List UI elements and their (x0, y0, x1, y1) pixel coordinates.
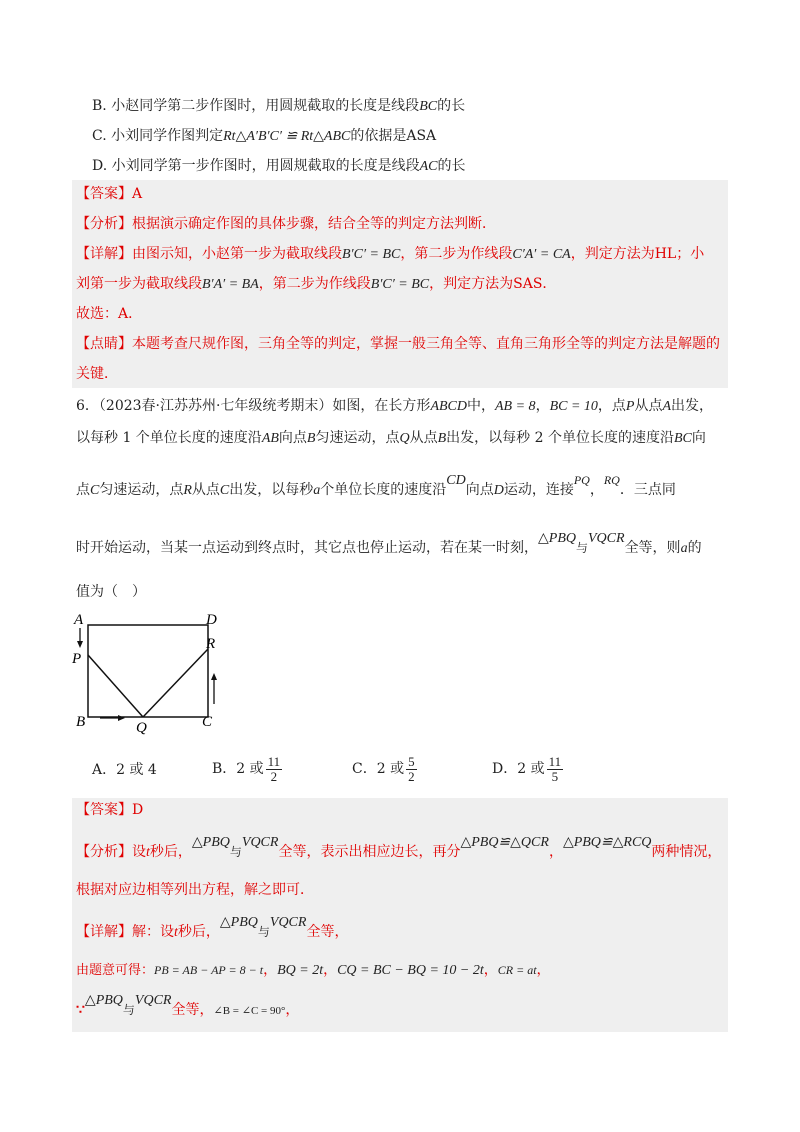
q6-option-b: B．2 或 $\frac{11}{2}$ (212, 753, 281, 784)
option-d-prev: D. 小刘同学第一步作图时，用圆规截取的长度是线段AC的长 (92, 158, 466, 174)
rectangle-abcd (88, 625, 208, 717)
solution6-since: ∵△PBQ与VQCR全等，∠B = ∠C = 90°， (76, 993, 300, 1018)
label-q: Q (136, 720, 147, 736)
solution5-detail-line2: 刘第一步为截取线段B′A′ = BA，第二步为作线段B′C′ = BC，判定方法为SAS． (76, 276, 557, 292)
solution6-analysis-line2: 根据对应边相等列出方程，解之即可． (76, 882, 314, 898)
q6-option-d: D．2 或 $\frac{11}{5}$ (492, 753, 562, 784)
rectangle-diagram (70, 608, 230, 736)
label-d: D (206, 612, 217, 628)
solution5-comment: 【点睛】本题考查尺规作图，三角全等的判定，掌握一般三角全等、直角三角形全等的判定方法是解题的 (76, 336, 720, 352)
q6-line3: 点C匀速运动，点R从点C出发，以每秒a个单位长度的速度沿CD向点D运动，连接PQ，RQ．三点同 (76, 473, 676, 498)
solution6-analysis: 【分析】设t秒后，△PBQ与VQCR全等，表示出相应边长，再分△PBQ≌△QCR，△PBQ≌△RCQ两种情况， (76, 835, 722, 860)
label-b: B (76, 714, 86, 730)
arrowhead-up-icon (211, 673, 217, 680)
solution6-equations: 由题意可得：PB = AB − AP = 8 − t，BQ = 2t，CQ = BC − BQ = 10 − 2t，CR = at， (76, 962, 551, 978)
label-c: C (202, 714, 213, 730)
solution5-answer: 【答案】A (76, 186, 143, 202)
arrowhead-down-icon (77, 641, 83, 648)
segment-rq (143, 649, 208, 717)
option-c-prev: C. 小刘同学作图判定Rt△A′B′C′ ≌ Rt△ABC的依据是ASA (92, 128, 437, 144)
label-r: R (206, 636, 216, 652)
option-b-prev: B. 小赵同学第二步作图时，用圆规截取的长度是线段BC的长 (92, 98, 466, 114)
arrowhead-right-icon (118, 715, 125, 721)
label-p: P (72, 651, 82, 667)
solution5-detail-line1: 【详解】由图示知，小赵第一步为截取线段B′C′ = BC，第二步为作线段C′A′ = CA，判定方法为HL；小 (76, 246, 705, 262)
q6-option-a: A．2 或 4 (92, 762, 157, 778)
q6-line5: 值为（ ） (76, 584, 146, 600)
q6-option-c: C．2 或 $\frac{5}{2}$ (352, 753, 415, 784)
q6-line2: 以每秒 1 个单位长度的速度沿AB向点B匀速运动，点Q从点B出发，以每秒 2 个单位长度的速度沿BC向 (76, 430, 706, 446)
q6-line4: 时开始运动，当某一点运动到终点时，其它点也停止运动，若在某一时刻，△PBQ与VQCR全等，则a的 (76, 531, 702, 556)
q6-line1: 6．（2023春·江苏苏州·七年级统考期末）如图，在长方形ABCD中，AB = 8，BC = 10，点P从点A出发， (76, 398, 714, 414)
segment-pq (88, 655, 143, 717)
solution5-choice: 故选：A． (76, 306, 143, 322)
label-a: A (74, 612, 84, 628)
solution6-answer: 【答案】D (76, 802, 144, 818)
solution6-detail: 【详解】解：设t秒后，△PBQ与VQCR全等， (76, 915, 349, 940)
solution5-comment-line2: 关键． (76, 366, 118, 382)
solution5-analysis: 【分析】根据演示确定作图的具体步骤，结合全等的判定方法判断． (76, 216, 496, 232)
